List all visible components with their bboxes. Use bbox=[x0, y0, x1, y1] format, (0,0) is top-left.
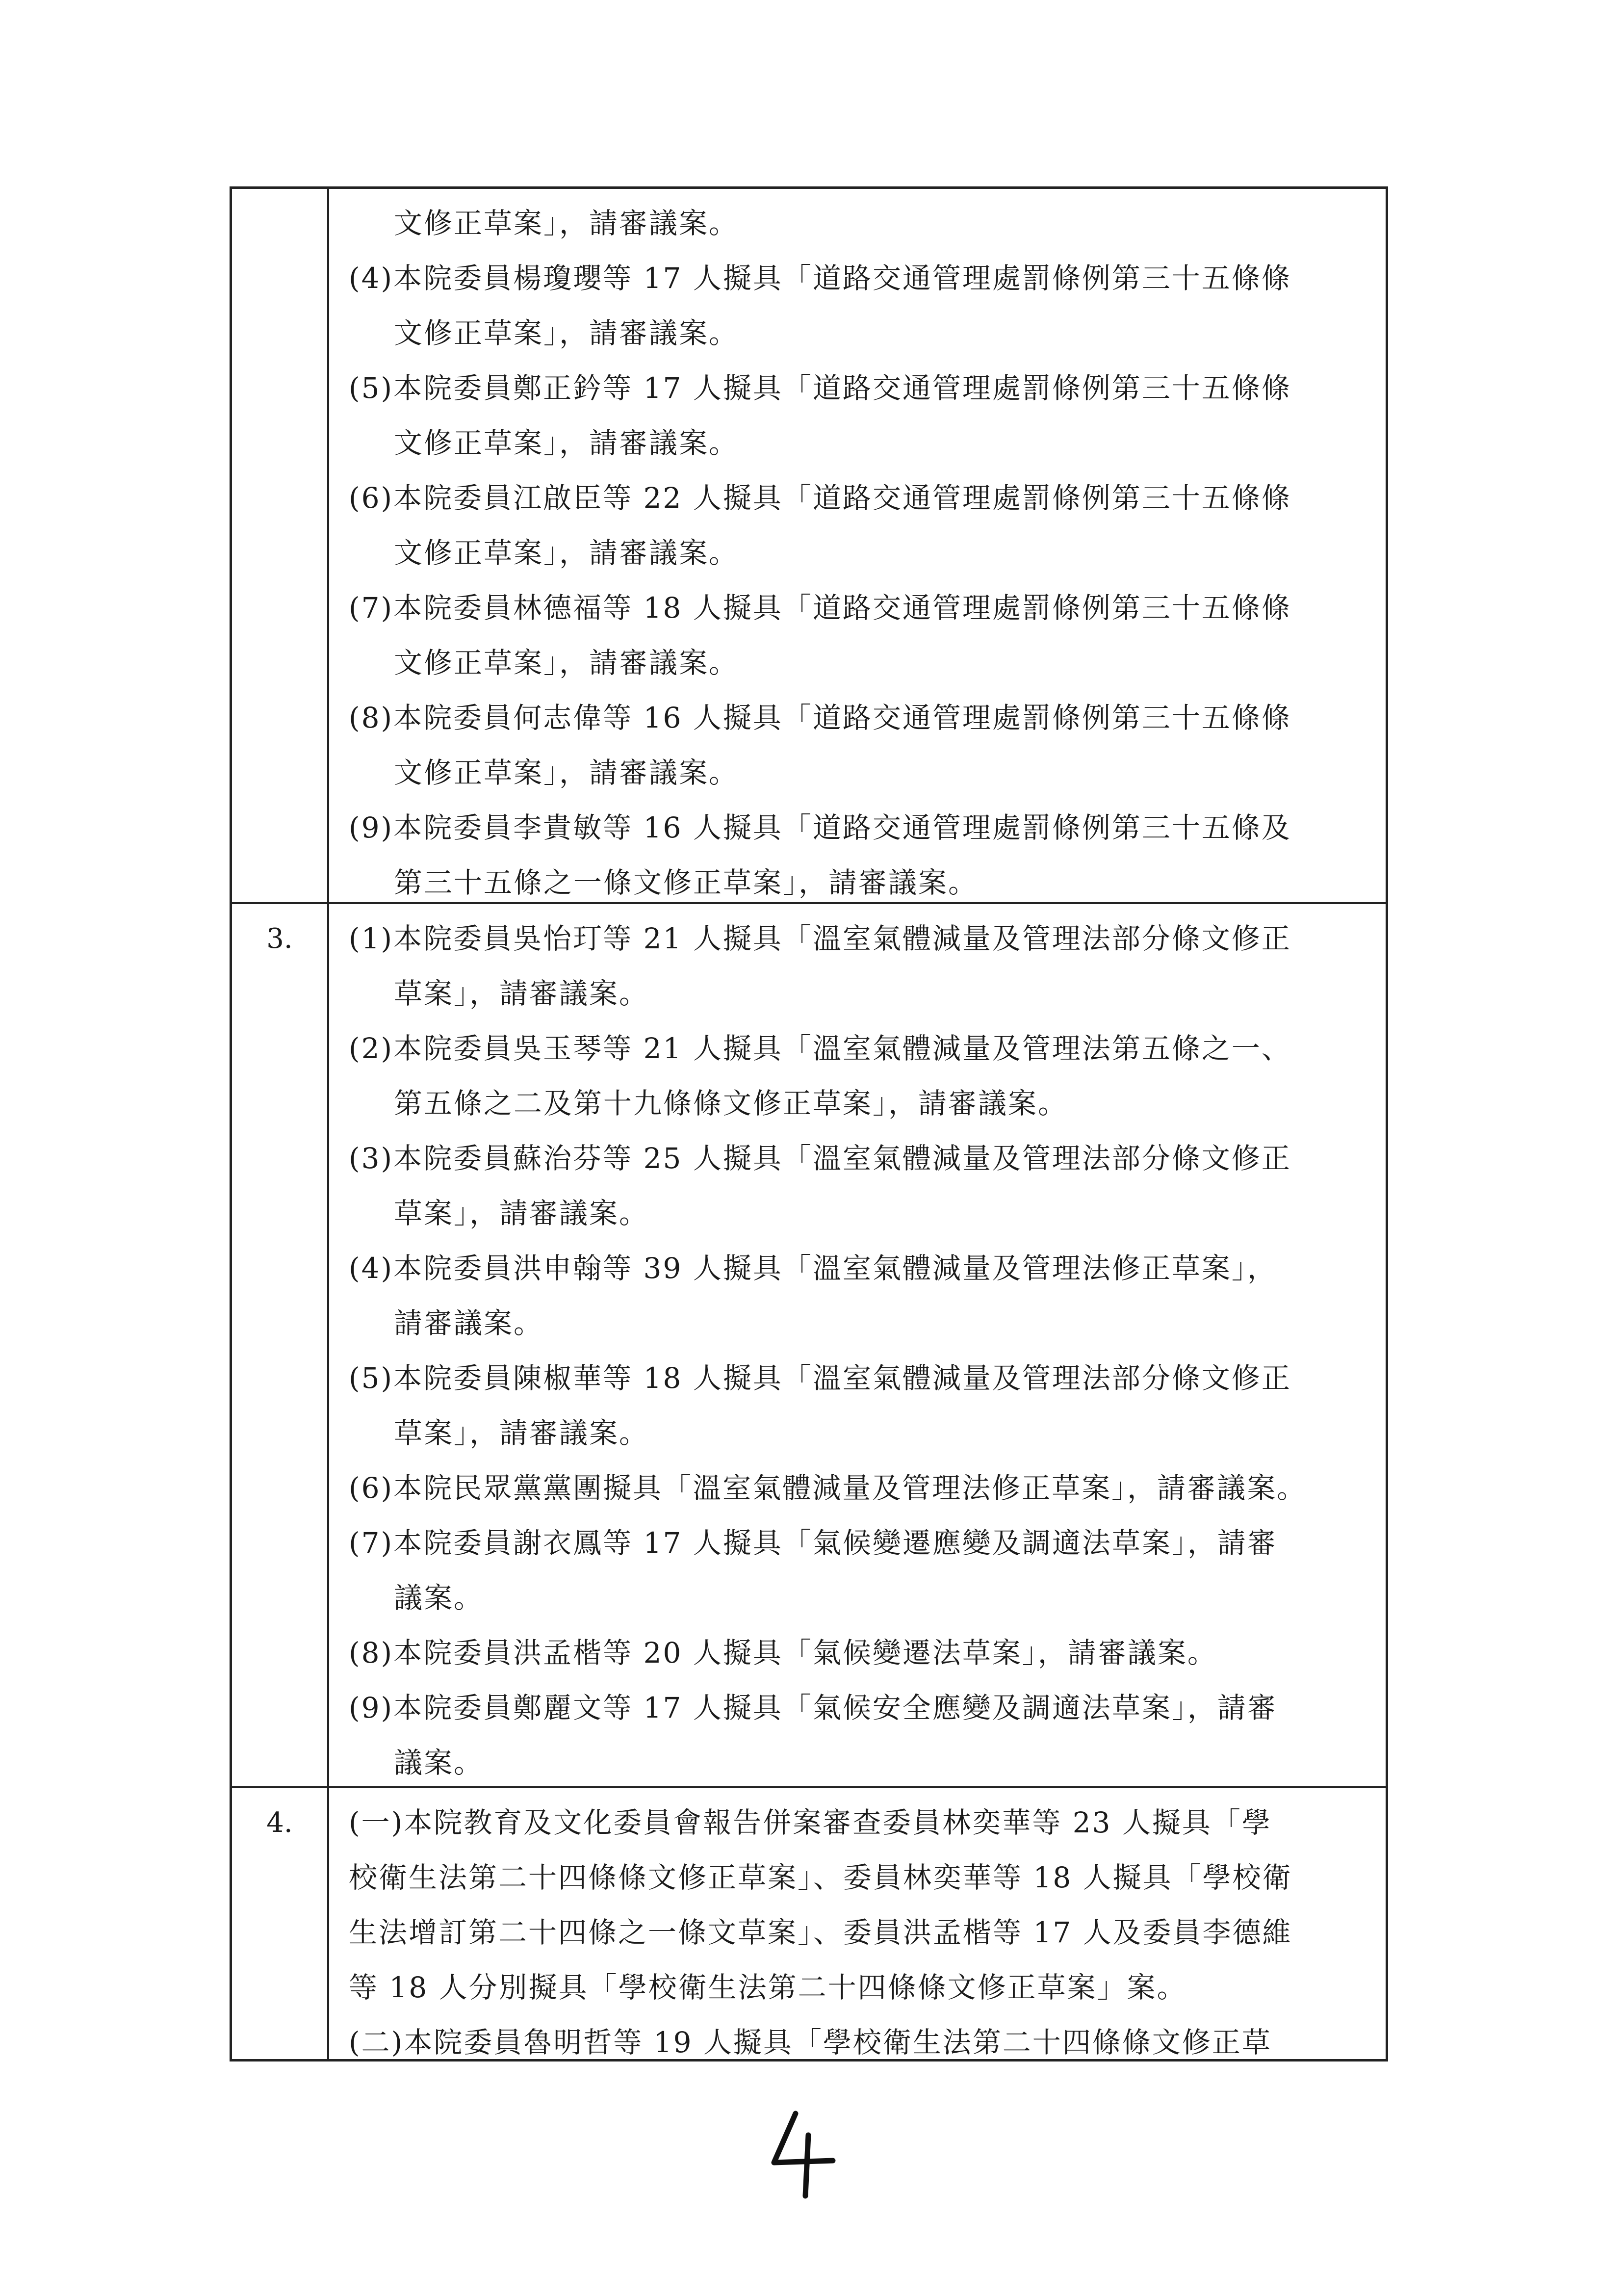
content-line: (8)本院委員洪孟楷等 20 人擬具「氣候變遷法草案」，請審議案。 bbox=[349, 1636, 1217, 1670]
content-line: (6)本院委員江啟臣等 22 人擬具「道路交通管理處罰條例第三十五條條 bbox=[349, 481, 1291, 515]
content-line: 草案」，請審議案。 bbox=[394, 977, 649, 1010]
content-line: (8)本院委員何志偉等 16 人擬具「道路交通管理處罰條例第三十五條條 bbox=[349, 701, 1291, 734]
item-content bbox=[329, 1788, 1386, 2061]
content-line: 第五條之二及第十九條條文修正草案」，請審議案。 bbox=[394, 1087, 1068, 1120]
content-line: 校衛生法第二十四條條文修正草案」、委員林奕華等 18 人擬具「學校衛 bbox=[349, 1861, 1292, 1894]
content-line: 等 18 人分別擬具「學校衛生法第二十四條條文修正草案」案。 bbox=[349, 1971, 1187, 2004]
content-line: (4)本院委員洪申翰等 39 人擬具「溫室氣體減量及管理法修正草案」， bbox=[349, 1252, 1277, 1285]
content-line: (2)本院委員吳玉琴等 21 人擬具「溫室氣體減量及管理法第五條之一、 bbox=[349, 1032, 1291, 1065]
content-line: (9)本院委員李貴敏等 16 人擬具「道路交通管理處罰條例第三十五條及 bbox=[349, 811, 1291, 844]
item-number: 4. bbox=[232, 1788, 329, 2061]
content-line: (5)本院委員陳椒華等 18 人擬具「溫室氣體減量及管理法部分條文修正 bbox=[349, 1361, 1291, 1395]
item-number bbox=[232, 189, 329, 902]
content-line: 文修正草案」，請審議案。 bbox=[394, 536, 739, 570]
content-line: (6)本院民眾黨黨團擬具「溫室氣體減量及管理法修正草案」，請審議案。 bbox=[349, 1471, 1307, 1505]
content-line: 生法增訂第二十四條之一條文草案」、委員洪孟楷等 17 人及委員李德維 bbox=[349, 1916, 1292, 1949]
content-line: (9)本院委員鄭麗文等 17 人擬具「氣候安全應變及調適法草案」，請審 bbox=[349, 1691, 1277, 1724]
content-line: (一)本院教育及文化委員會報告併案審查委員林奕華等 23 人擬具「學 bbox=[349, 1806, 1272, 1839]
handwritten-page-number bbox=[750, 2105, 849, 2203]
item-number: 3. bbox=[232, 904, 329, 1786]
content-line: 文修正草案」，請審議案。 bbox=[394, 207, 739, 240]
item-content bbox=[329, 189, 1386, 902]
content-line: 第三十五條之一條文修正草案」，請審議案。 bbox=[394, 866, 979, 899]
content-line: 草案」，請審議案。 bbox=[394, 1197, 649, 1230]
content-line: (7)本院委員謝衣鳳等 17 人擬具「氣候變遷應變及調適法草案」，請審 bbox=[349, 1526, 1277, 1560]
content-line: (二)本院委員魯明哲等 19 人擬具「學校衛生法第二十四條條文修正草 bbox=[349, 2026, 1272, 2059]
agenda-table bbox=[230, 186, 1388, 2061]
content-line: 文修正草案」，請審議案。 bbox=[394, 426, 739, 460]
content-line: 文修正草案」，請審議案。 bbox=[394, 646, 739, 679]
content-line: (4)本院委員楊瓊瓔等 17 人擬具「道路交通管理處罰條例第三十五條條 bbox=[349, 261, 1291, 295]
agenda-row-4 bbox=[232, 1786, 1386, 2061]
content-line: 議案。 bbox=[394, 1746, 484, 1779]
content-line: (5)本院委員鄭正鈐等 17 人擬具「道路交通管理處罰條例第三十五條條 bbox=[349, 371, 1291, 405]
content-line: 議案。 bbox=[394, 1581, 484, 1615]
content-line: 文修正草案」，請審議案。 bbox=[394, 756, 739, 789]
agenda-row-3 bbox=[232, 902, 1386, 1786]
content-line: (7)本院委員林德福等 18 人擬具「道路交通管理處罰條例第三十五條條 bbox=[349, 591, 1291, 625]
content-line: (3)本院委員蘇治芬等 25 人擬具「溫室氣體減量及管理法部分條文修正 bbox=[349, 1142, 1291, 1175]
item-content bbox=[329, 904, 1386, 1786]
agenda-row-2-continued bbox=[232, 189, 1386, 902]
content-line: (1)本院委員吳怡玎等 21 人擬具「溫室氣體減量及管理法部分條文修正 bbox=[349, 922, 1291, 955]
content-line: 請審議案。 bbox=[394, 1306, 544, 1340]
content-line: 草案」，請審議案。 bbox=[394, 1416, 649, 1450]
content-line: 文修正草案」，請審議案。 bbox=[394, 316, 739, 350]
